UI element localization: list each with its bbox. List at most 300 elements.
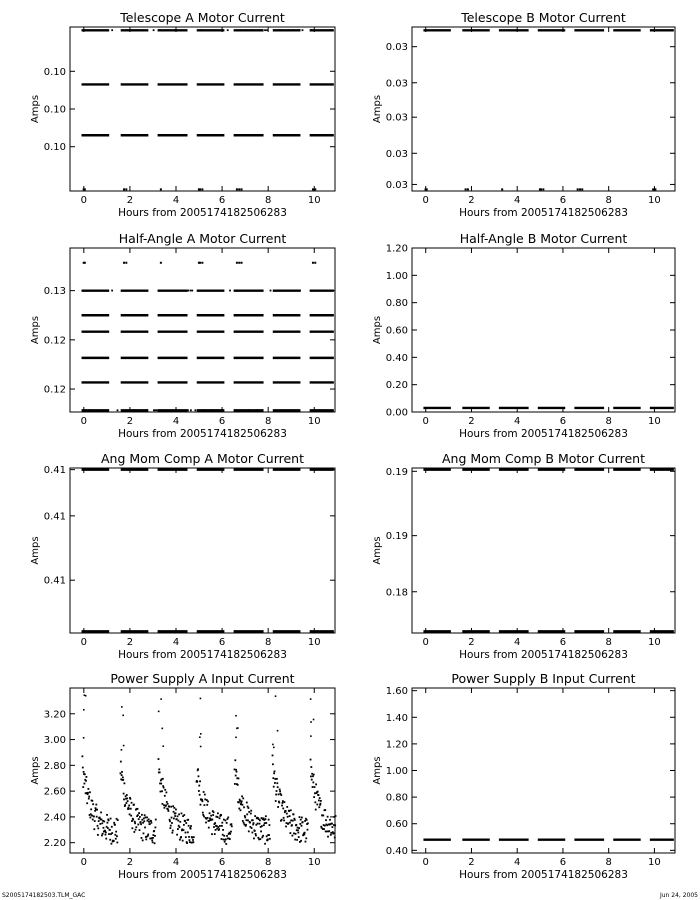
data-point [324, 290, 326, 292]
data-point [87, 788, 89, 790]
data-point [116, 835, 118, 837]
data-point [312, 188, 314, 190]
data-point [105, 831, 107, 833]
data-point [92, 803, 94, 805]
data-point [153, 409, 155, 411]
data-point [202, 800, 204, 802]
data-point [291, 835, 293, 837]
data-point [85, 776, 87, 778]
data-point [276, 778, 278, 780]
data-point [335, 815, 337, 817]
x-axis-label: Hours from 2005174182506283 [118, 428, 287, 440]
data-point [221, 822, 223, 824]
data-point [171, 822, 173, 824]
y-tick-label: 0.41 [43, 465, 66, 477]
data-point [137, 808, 139, 810]
data-point [210, 815, 212, 817]
data-point [265, 815, 267, 817]
data-point [126, 29, 128, 31]
data-point [299, 823, 301, 825]
data-point [310, 766, 312, 768]
data-point [214, 833, 216, 835]
data-point [120, 772, 122, 774]
data-point [330, 834, 332, 836]
data-point [130, 815, 132, 817]
data-point [310, 735, 312, 737]
data-point [111, 29, 113, 31]
data-point [280, 794, 282, 796]
footer-filename: S2005174182503.TLM_GAC [2, 892, 86, 899]
data-point [96, 816, 98, 818]
data-point [169, 820, 171, 822]
y-tick-label: 3.00 [43, 735, 66, 747]
y-tick-label: 0.18 [385, 587, 408, 599]
data-point [131, 802, 133, 804]
data-point [110, 843, 112, 845]
data-point [216, 828, 218, 830]
data-point [318, 794, 320, 796]
data-point [105, 838, 107, 840]
data-point [287, 816, 289, 818]
data-point [83, 709, 85, 711]
x-tick-label: 6 [218, 637, 226, 648]
data-point [114, 824, 116, 826]
data-point [190, 825, 192, 827]
data-point [245, 29, 247, 31]
data-point [160, 262, 162, 264]
data-point [196, 781, 198, 783]
data-point [103, 821, 105, 823]
data-point [204, 798, 206, 800]
data-point [82, 767, 84, 769]
data-point [426, 188, 428, 190]
data-point [139, 290, 141, 292]
x-tick-label: 8 [605, 195, 612, 206]
data-point [144, 827, 146, 829]
data-point [204, 409, 206, 411]
data-point [216, 290, 218, 292]
data-point [141, 837, 143, 839]
y-tick-label: 0.10 [43, 142, 66, 154]
x-tick-label: 4 [514, 637, 521, 648]
data-point [166, 792, 168, 794]
data-point [106, 814, 108, 816]
data-point [187, 831, 189, 833]
data-point [318, 806, 320, 808]
data-point [123, 745, 125, 747]
data-point [251, 29, 253, 31]
data-point [334, 824, 336, 826]
data-point [200, 733, 202, 735]
data-point [238, 188, 240, 190]
data-point [259, 838, 261, 840]
data-point [238, 262, 240, 264]
data-point [203, 791, 205, 793]
data-point [652, 188, 654, 190]
data-point [210, 409, 212, 411]
data-point [116, 842, 118, 844]
data-point [224, 841, 226, 843]
data-point [279, 789, 281, 791]
data-point [261, 825, 263, 827]
data-point [185, 836, 187, 838]
data-point [244, 817, 246, 819]
chart-panel-3 [30, 231, 335, 440]
data-point [89, 791, 91, 793]
data-point [82, 755, 84, 757]
data-point [149, 838, 151, 840]
data-point [282, 808, 284, 810]
data-point [289, 815, 291, 817]
data-point [107, 290, 109, 292]
data-point [292, 29, 294, 31]
data-point [144, 814, 146, 816]
y-tick-label: 2.40 [43, 812, 66, 824]
data-point [138, 812, 140, 814]
x-tick-label: 10 [307, 195, 321, 206]
chart-title: Ang Mom Comp A Motor Current [101, 451, 304, 466]
x-tick-label: 4 [172, 416, 180, 427]
x-tick-label: 4 [172, 857, 180, 868]
data-point [307, 822, 309, 824]
data-point [501, 188, 503, 190]
y-tick-label: 0.12 [43, 384, 66, 396]
data-point [261, 836, 263, 838]
data-point [252, 819, 254, 821]
data-point [334, 837, 336, 839]
x-axis-label: Hours from 2005174182506283 [459, 428, 628, 440]
data-point [278, 29, 280, 31]
data-point [204, 794, 206, 796]
data-point [314, 262, 316, 264]
data-point [176, 834, 178, 836]
data-point [122, 715, 124, 717]
data-point [211, 833, 213, 835]
data-point [108, 833, 110, 835]
data-point [152, 834, 154, 836]
data-point [183, 824, 185, 826]
data-point [236, 188, 238, 190]
data-point [333, 832, 335, 834]
data-point [201, 188, 203, 190]
data-point [151, 839, 153, 841]
y-tick-label: 0.80 [385, 792, 408, 804]
data-point [135, 829, 137, 831]
data-point [98, 820, 100, 822]
data-point [291, 824, 293, 826]
data-point [85, 409, 87, 411]
data-point [87, 792, 89, 794]
data-point [235, 769, 237, 771]
plot-frame [70, 248, 335, 412]
data-point [200, 746, 202, 748]
plot-frame [70, 27, 335, 191]
x-tick-label: 6 [218, 195, 226, 206]
data-point [288, 823, 290, 825]
chart-title: Ang Mom Comp B Motor Current [441, 451, 646, 466]
data-point [260, 830, 262, 832]
data-point [234, 783, 236, 785]
data-point [264, 29, 266, 31]
data-point [172, 805, 174, 807]
data-point [248, 830, 250, 832]
data-point [190, 409, 192, 411]
data-point [295, 833, 297, 835]
data-point [248, 811, 250, 813]
data-point [204, 804, 206, 806]
data-point [90, 808, 92, 810]
data-point [305, 837, 307, 839]
y-tick-label: 1.60 [385, 686, 408, 698]
y-tick-label: 0.12 [43, 335, 66, 347]
data-point [111, 826, 113, 828]
data-point [141, 29, 143, 31]
x-axis-label: Hours from 2005174182506283 [459, 207, 628, 219]
x-tick-label: 0 [80, 857, 88, 868]
chart-title: Telescope B Motor Current [461, 10, 626, 25]
data-point [93, 816, 95, 818]
data-point [154, 842, 156, 844]
data-point [150, 820, 152, 822]
data-point [154, 835, 156, 837]
data-point [280, 29, 282, 31]
data-point [297, 829, 299, 831]
data-point [199, 780, 201, 782]
data-point [264, 843, 266, 845]
data-point [101, 835, 103, 837]
data-point [236, 728, 238, 730]
data-point [273, 772, 275, 774]
x-tick-label: 10 [307, 857, 321, 868]
data-point [189, 841, 191, 843]
data-point [226, 822, 228, 824]
data-point [111, 832, 113, 834]
data-point [284, 801, 286, 803]
data-point [290, 809, 292, 811]
data-point [114, 834, 116, 836]
data-point [288, 29, 290, 31]
x-tick-label: 6 [559, 637, 567, 648]
data-point [298, 827, 300, 829]
data-point [311, 773, 313, 775]
data-point [272, 763, 274, 765]
data-point [313, 719, 315, 721]
data-point [113, 840, 115, 842]
data-point [265, 818, 267, 820]
data-point [243, 822, 245, 824]
data-point [258, 29, 260, 31]
data-point [327, 816, 329, 818]
data-point [220, 814, 222, 816]
data-point [121, 749, 123, 751]
data-point [178, 290, 180, 292]
chart-panel-4 [372, 231, 675, 440]
data-point [285, 810, 287, 812]
data-point [209, 812, 211, 814]
data-point [110, 818, 112, 820]
data-point [264, 822, 266, 824]
data-point [269, 838, 271, 840]
data-point [253, 838, 255, 840]
data-point [162, 745, 164, 747]
data-point [256, 290, 258, 292]
x-tick-label: 10 [648, 637, 661, 648]
data-point [209, 817, 211, 819]
data-point [121, 771, 123, 773]
data-point [323, 828, 325, 830]
data-point [312, 781, 314, 783]
data-point [88, 796, 90, 798]
data-point [154, 827, 156, 829]
data-point [179, 839, 181, 841]
data-point [302, 821, 304, 823]
y-tick-label: 2.60 [43, 786, 66, 798]
data-point [126, 290, 128, 292]
data-point [250, 813, 252, 815]
data-point [467, 188, 469, 190]
data-point [175, 812, 177, 814]
data-point [222, 829, 224, 831]
data-point [295, 824, 297, 826]
data-point [176, 818, 178, 820]
data-point [213, 826, 215, 828]
y-axis-label: Amps [372, 756, 383, 785]
data-point [288, 810, 290, 812]
data-point [200, 804, 202, 806]
y-tick-label: 0.19 [385, 466, 408, 478]
data-point [240, 809, 242, 811]
data-point [105, 834, 107, 836]
data-point [324, 809, 326, 811]
data-point [133, 804, 135, 806]
data-point [257, 823, 259, 825]
data-point [174, 815, 176, 817]
x-axis-label: Hours from 2005174182506283 [118, 207, 287, 219]
x-tick-label: 2 [126, 637, 134, 648]
data-point [267, 838, 269, 840]
data-point [303, 834, 305, 836]
data-point [306, 819, 308, 821]
data-point [164, 807, 166, 809]
data-point [96, 809, 98, 811]
data-point [172, 830, 174, 832]
data-point [211, 819, 213, 821]
x-tick-label: 8 [264, 416, 272, 427]
data-point [185, 832, 187, 834]
data-point [107, 822, 109, 824]
data-point [213, 811, 215, 813]
data-point [319, 797, 321, 799]
data-point [187, 290, 189, 292]
data-point [263, 824, 265, 826]
data-point [179, 826, 181, 828]
data-point [266, 835, 268, 837]
y-tick-label: 0.60 [385, 325, 408, 337]
x-axis-label: Hours from 2005174182506283 [118, 649, 287, 661]
data-point [297, 827, 299, 829]
data-point [138, 409, 140, 411]
data-point [241, 188, 243, 190]
data-point [274, 782, 276, 784]
data-point [168, 806, 170, 808]
plot-frame [412, 468, 675, 633]
data-point [255, 833, 257, 835]
data-point [235, 715, 237, 717]
data-point [129, 798, 131, 800]
data-point [149, 823, 151, 825]
data-point [254, 290, 256, 292]
y-tick-label: 0.10 [43, 104, 66, 116]
y-axis-label: Amps [30, 315, 41, 345]
y-tick-label: 0.03 [385, 112, 408, 124]
data-point [259, 819, 261, 821]
y-tick-label: 0.41 [43, 575, 66, 587]
plot-frame [412, 27, 675, 191]
y-tick-label: 0.03 [385, 148, 408, 160]
x-axis-label: Hours from 2005174182506283 [459, 649, 628, 661]
data-point [247, 409, 249, 411]
data-point [299, 816, 301, 818]
data-point [141, 814, 143, 816]
data-point [167, 808, 169, 810]
data-point [150, 822, 152, 824]
data-point [199, 262, 201, 264]
data-point [171, 817, 173, 819]
data-point [143, 820, 145, 822]
data-point [142, 839, 144, 841]
x-tick-label: 0 [422, 637, 429, 648]
data-point [282, 800, 284, 802]
data-point [310, 721, 312, 723]
data-point [236, 771, 238, 773]
data-point [82, 786, 84, 788]
data-point [120, 761, 122, 763]
y-tick-label: 0.41 [43, 511, 66, 523]
data-point [127, 800, 129, 802]
data-point [275, 800, 277, 802]
data-point [310, 776, 312, 778]
data-point [173, 818, 175, 820]
data-point [312, 262, 314, 264]
x-tick-label: 8 [605, 416, 612, 427]
data-point [160, 188, 162, 190]
data-point [146, 817, 148, 819]
y-axis-label: Amps [372, 94, 383, 124]
x-tick-label: 2 [126, 195, 134, 206]
data-point [92, 819, 94, 821]
data-point [84, 773, 86, 775]
y-axis-label: Amps [372, 536, 383, 565]
data-point [123, 793, 125, 795]
x-axis-label: Hours from 2005174182506283 [459, 869, 628, 881]
y-axis-label: Amps [30, 94, 41, 124]
data-point [227, 29, 229, 31]
data-point [160, 791, 162, 793]
data-point [146, 290, 148, 292]
data-point [198, 785, 200, 787]
data-point [158, 711, 160, 713]
data-point [310, 759, 312, 761]
x-tick-label: 2 [468, 195, 475, 206]
data-point [153, 830, 155, 832]
data-point [162, 803, 164, 805]
data-point [97, 827, 99, 829]
data-point [242, 804, 244, 806]
data-point [654, 188, 656, 190]
data-point [237, 784, 239, 786]
y-tick-label: 0.10 [43, 66, 66, 78]
data-point [100, 812, 102, 814]
